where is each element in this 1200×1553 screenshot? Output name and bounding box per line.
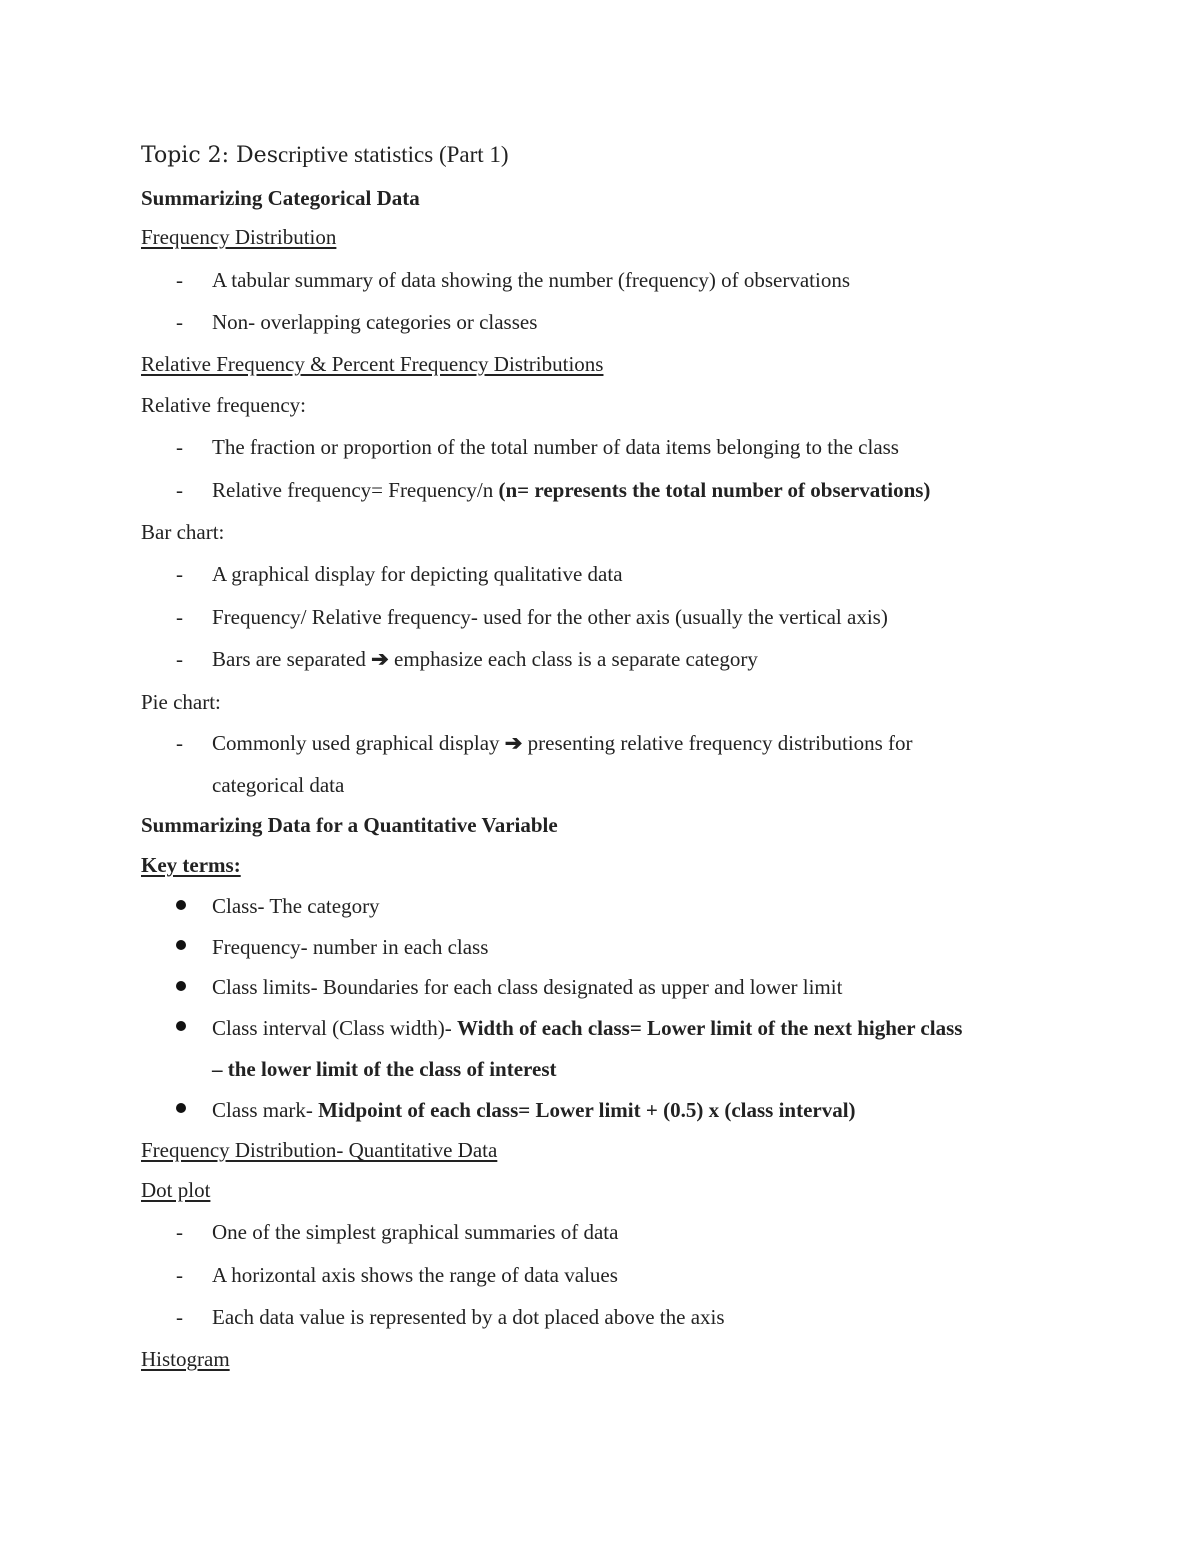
list-item: Class- The category (212, 894, 380, 918)
list-item: Non- overlapping categories or classes (212, 310, 538, 334)
rel-freq-label: Relative frequency: (141, 393, 307, 417)
bullet-icon (176, 981, 186, 991)
list-item: One of the simplest graphical summaries of data (212, 1220, 619, 1244)
list-item (212, 477, 930, 503)
dash-marker: - (176, 605, 183, 629)
quant-heading: Summarizing Data for a Quantitative Variable (141, 813, 558, 837)
dash-marker: - (176, 435, 183, 459)
list-item (212, 646, 758, 672)
list-item (212, 1097, 856, 1123)
bullet-icon (176, 1021, 186, 1031)
list-item-continuation: categorical data (212, 773, 345, 797)
arrow-icon: ➔ (504, 731, 523, 755)
class-interval-definition: Width of each class= Lower limit of the next higher class (456, 1016, 963, 1040)
dash-marker: - (176, 478, 183, 502)
rel-freq-heading: Relative Frequency & Percent Frequency Distributions (141, 352, 604, 376)
list-item-continuation: – the lower limit of the class of interest (212, 1057, 557, 1081)
bar-item-text-b: emphasize each class is a separate category (388, 647, 758, 671)
bar-chart-label: Bar chart: (141, 520, 225, 544)
key-terms-heading: Key terms: (141, 853, 241, 877)
list-item: A tabular summary of data showing the number (frequency) of observations (212, 268, 850, 292)
dash-marker: - (176, 268, 183, 292)
dash-marker: - (176, 310, 183, 334)
list-item: Class limits- Boundaries for each class designated as upper and lower limit (212, 975, 843, 999)
dot-plot-heading: Dot plot (141, 1178, 211, 1202)
list-item: Frequency/ Relative frequency- used for the other axis (usually the vertical axis) (212, 605, 888, 629)
dash-marker: - (176, 647, 183, 671)
dash-marker: - (176, 1220, 183, 1244)
page-title (141, 142, 509, 169)
list-item: A horizontal axis shows the range of data values (212, 1263, 618, 1287)
bar-item-text-a: Bars are separated (212, 647, 372, 671)
class-interval-label: Class interval (Class width)- (212, 1016, 457, 1040)
rel-freq-formula: Relative frequency= Frequency/n (212, 478, 499, 502)
dash-marker: - (176, 1305, 183, 1329)
class-mark-label: Class mark- (212, 1098, 319, 1122)
bullet-icon (176, 940, 186, 950)
pie-item-text-b: presenting relative frequency distributions for (522, 731, 913, 755)
dash-marker: - (176, 731, 183, 755)
quant-freq-heading: Frequency Distribution- Quantitative Data (141, 1138, 498, 1162)
dash-marker: - (176, 562, 183, 586)
categorical-heading: Summarizing Categorical Data (141, 186, 420, 210)
pie-item-text-a: Commonly used graphical display (212, 731, 505, 755)
list-item: The fraction or proportion of the total number of data items belonging to the class (212, 435, 899, 459)
rel-freq-note: (n= represents the total number of observations) (498, 478, 931, 502)
dash-marker: - (176, 1263, 183, 1287)
list-item (212, 1015, 962, 1041)
list-item: Frequency- number in each class (212, 935, 489, 959)
title-rest: criptive statistics (Part 1) (278, 142, 509, 167)
list-item (212, 730, 913, 756)
pie-chart-label: Pie chart: (141, 690, 221, 714)
bullet-icon (176, 900, 186, 910)
freq-dist-heading: Frequency Distribution (141, 225, 337, 249)
class-mark-definition: Midpoint of each class= Lower limit + (0.5) x (class interval) (318, 1098, 856, 1122)
arrow-icon: ➔ (371, 647, 389, 671)
title-prefix: Topic 2: Des (141, 143, 278, 168)
list-item: A graphical display for depicting qualitative data (212, 562, 623, 586)
list-item: Each data value is represented by a dot placed above the axis (212, 1305, 725, 1329)
histogram-heading: Histogram (141, 1347, 230, 1371)
bullet-icon (176, 1103, 186, 1113)
